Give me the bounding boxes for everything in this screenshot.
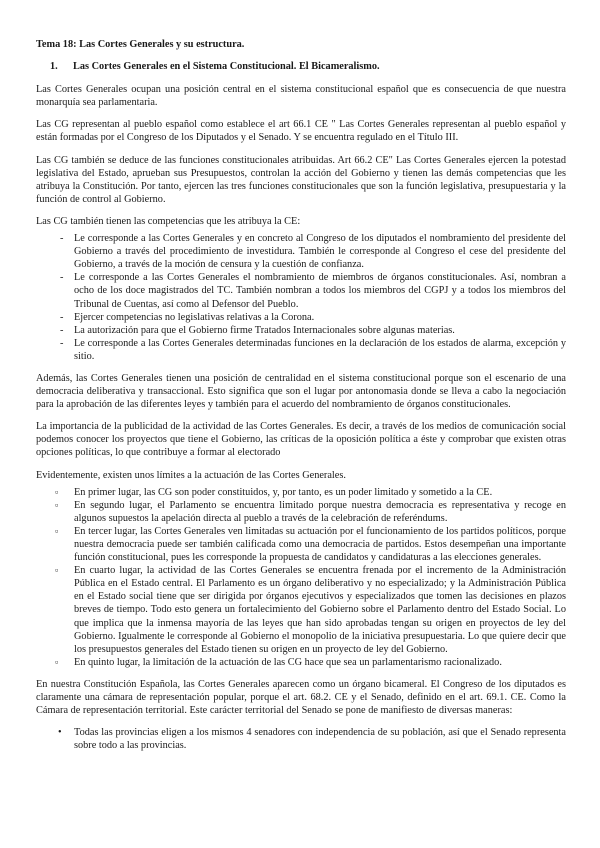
list-item-text: Le corresponde a las Cortes Generales y en concreto al Congreso de los diputados el nombramiento del presidente del Gobierno a través del procedimiento de investidura. También le corresponde al Congreso el cese del presidente del Gobierno, a través de la moción de censura y la cuestión de confianza. (74, 233, 566, 271)
limites-list (36, 486, 566, 669)
list-item-text: Ejercer competencias no legislativas relativas a la Corona. (74, 311, 315, 323)
list-item (36, 656, 566, 669)
list-item-text: En segundo lugar, el Parlamento se encuentra limitado porque nuestra democracia es representativa y recoge en algunos supuestos la apelación directa al pueblo a través de la celebración de referéndums. (74, 499, 566, 524)
maneras-list (36, 726, 566, 752)
paragraph: La importancia de la publicidad de la actividad de las Cortes Generales. Es decir, a través de los medios de comunicación social podemos conocer los proyectos que tiene el Gobierno, las críticas de la oposición política a éste y comprobar que existen otras opciones políticas, lo que contribuye a formar al electorado (36, 421, 566, 459)
dash-marker: - (60, 233, 64, 245)
list-item-text: Le corresponde a las Cortes Generales el nombramiento de miembros de órganos constitucionales. Así, nombran a ocho de los doce magistrados del TC. También nombran a todos los miembros del CGPJ y a todos los miembros del Tribunal de Cuentas, así como al Defensor del Pueblo. (74, 272, 566, 310)
list-item (36, 271, 566, 310)
dash-marker: - (60, 311, 64, 323)
section-heading (36, 60, 566, 73)
list-item-text: Todas las provincias eligen a los mismos 4 senadores con independencia de su población, así que el Senado representa sobre todo a las provincias. (74, 727, 566, 752)
paragraph: Evidentemente, existen unos límites a la actuación de las Cortes Generales. (36, 469, 346, 481)
competencias-list (36, 232, 566, 363)
list-item (36, 525, 566, 564)
list-item (36, 232, 566, 271)
section-number: 1. (50, 61, 58, 73)
dash-marker: - (60, 272, 64, 284)
paragraph: Las CG representan al pueblo español como establece el art 66.1 CE " Las Cortes Generales representan al pueblo español y están formadas por el Congreso de los Diputados y el Senado. Y se encuentra regulado en el Título III. (36, 119, 566, 144)
square-bullet-icon: ▫ (55, 499, 59, 510)
document-title: Tema 18: Las Cortes Generales y su estructura. (36, 39, 245, 50)
list-item-text: En cuarto lugar, la actividad de las Cortes Generales se encuentra frenada por el incremento de la Administración Pública en el Estado central. El Parlamento es un órgano deliberativo y no especializado; y la Administración Pública en el Estado social tiene que ser dirigida por órganos ejecutivos y especializados que tomen las decisiones en plazos breves de tiempo. Todo esto genera un fortalecimiento del Gobierno sobre el Parlamento dentro del Estado Social. Lo que implica que la inmensa mayoría de las leyes que han sido aprobadas tengan su origen en proyectos de ley del Gobierno. Igualmente le corresponde al Gobierno el monopolio de la iniciativa presupuestaria. Lo que quiere decir que los presupuestos generales del Estado tienen su origen en un proyecto de ley del Gobierno. (74, 565, 566, 655)
paragraph: Las Cortes Generales ocupan una posición central en el sistema constitucional español que es consecuencia de que nuestra monarquía sea parlamentaria. (36, 84, 566, 109)
list-item-text: En primer lugar, las CG son poder constituidos, y, por tanto, es un poder limitado y sometido a la CE. (74, 486, 493, 498)
list-item (36, 324, 566, 337)
section-heading-text: Las Cortes Generales en el Sistema Constitucional. El Bicameralismo. (73, 61, 380, 73)
list-item (36, 311, 566, 324)
list-item-text: En quinto lugar, la limitación de la actuación de las CG hace que sea un parlamentarismo racionalizado. (74, 656, 502, 668)
list-item (36, 726, 566, 752)
list-item (36, 337, 566, 363)
paragraph: Las CG también tienen las competencias que les atribuya la CE: (36, 215, 301, 227)
list-item-text: En tercer lugar, las Cortes Generales ven limitadas su actuación por el funcionamiento de los partidos políticos, porque nuestra democracia puede ser también calificada como una democracia de partidos. Estos desempeñan una importante función constitucional, pues les corresponde la propuesta de candidatos y candidaturas a las elecciones generales. (74, 525, 566, 564)
paragraph: Además, las Cortes Generales tienen una posición de centralidad en el sistema constitucional porque son el escenario de una democracia deliberativa y transaccional. Esto significa que son el lugar por antonomasia donde se lleva a cabo la negociación para la aprobación de las diferentes leyes y también para el acuerdo del nombramiento de órganos constitucionales. (36, 372, 566, 411)
list-item (36, 499, 566, 525)
list-item (36, 486, 566, 499)
dash-marker: - (60, 324, 64, 336)
paragraph: En nuestra Constitución Española, las Cortes Generales aparecen como un órgano bicameral. El Congreso de los diputados es claramente una cámara de representación popular, porque el art. 68.2. CE y el Senado, definido en el art. 69.1. CE. Como la Cámara de representación territorial. Este carácter territorial del Senado se pone de manifiesto de diversas maneras: (36, 678, 566, 717)
list-item-text: La autorización para que el Gobierno firme Tratados Internacionales sobre algunas materias. (74, 324, 455, 336)
square-bullet-icon: ▫ (55, 565, 59, 576)
square-bullet-icon: ▫ (55, 486, 59, 497)
list-item (36, 564, 566, 656)
square-bullet-icon: ▫ (55, 525, 59, 536)
bullet-icon: • (58, 727, 62, 739)
list-item-text: Le corresponde a las Cortes Generales determinadas funciones en la declaración de los estados de alarma, excepción y sitio. (74, 337, 566, 362)
dash-marker: - (60, 337, 64, 349)
square-bullet-icon: ▫ (55, 656, 59, 667)
paragraph: Las CG también se deduce de las funciones constitucionales atribuidas. Art 66.2 CE" Las Cortes Generales ejercen la potestad legislativa del Estado, aprueban sus Presupuestos, controlan la acción del Gobierno y tienen las demás competencias que les atribuya la Constitución. Por tanto, ejercen las tres funciones constitucionales que son la función legislativa, presupuestaria y la función de control al Gobierno. (36, 154, 566, 205)
